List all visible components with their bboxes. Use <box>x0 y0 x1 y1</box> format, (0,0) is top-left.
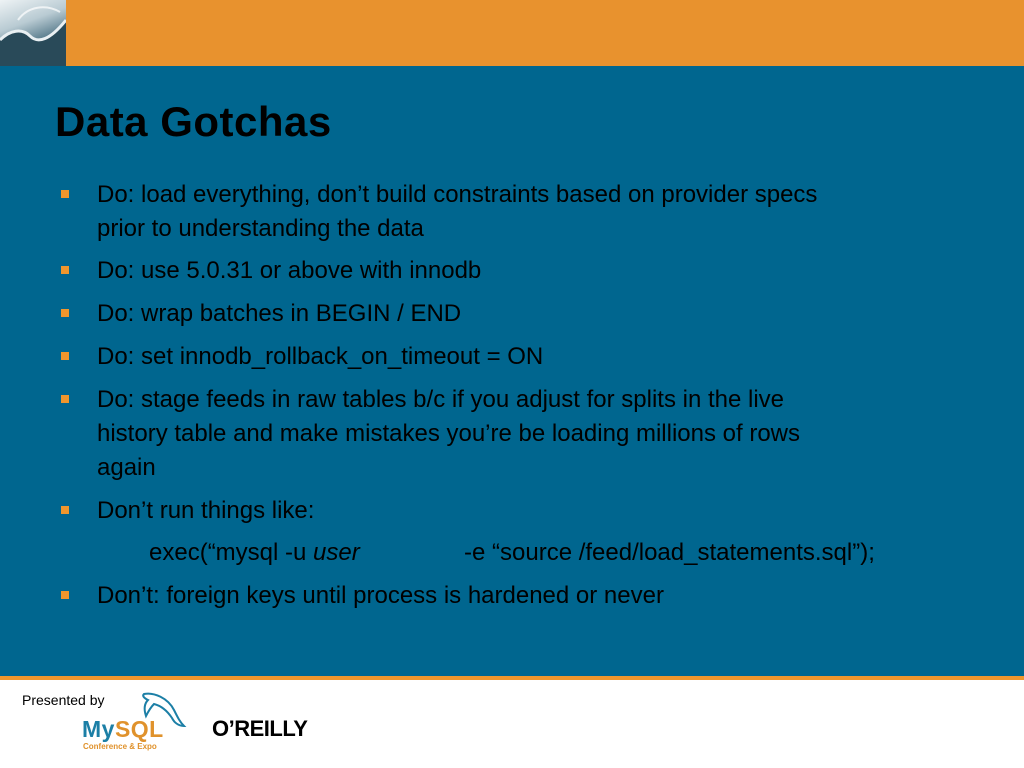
mysql-wordmark <box>82 716 164 743</box>
bullet-icon <box>61 395 69 403</box>
code-part: exec(“mysql -u <box>149 539 314 566</box>
bullet-icon <box>61 506 69 514</box>
code-argument: -e “source /feed/load_statements.sql”); <box>464 539 875 566</box>
bullet-text: prior to understanding the data <box>97 215 424 242</box>
slide-title: Data Gotchas <box>55 98 332 145</box>
bullet-text: Do: load everything, don’t build constraints based on provider specs <box>97 181 818 208</box>
bullet-icon <box>61 591 69 599</box>
bullet-text: Do: stage feeds in raw tables b/c if you adjust for splits in the live <box>97 386 785 413</box>
bullet-text: Do: wrap batches in BEGIN / END <box>97 300 462 327</box>
bullet-icon <box>61 190 69 198</box>
bullet-icon <box>61 266 69 274</box>
mysql-subtitle: Conference & Expo <box>83 742 157 751</box>
code-user-placeholder: user <box>313 539 360 566</box>
mysql-sql: SQL <box>114 716 164 742</box>
bullet-text: again <box>97 454 156 481</box>
header-bar <box>0 0 1024 66</box>
mysql-conference-logo <box>82 690 192 756</box>
bullet-icon <box>61 309 69 317</box>
mysql-my: My <box>82 716 115 742</box>
wave-image <box>0 0 66 66</box>
oreilly-logo: O’REILLY <box>212 716 308 741</box>
wave-graphic <box>0 0 66 66</box>
bullet-text: Do: use 5.0.31 or above with innodb <box>97 257 482 284</box>
bullet-icon <box>61 352 69 360</box>
code-command <box>149 536 360 570</box>
bullet-text: Do: set innodb_rollback_on_timeout = ON <box>97 343 544 370</box>
bullet-text: Don’t: foreign keys until process is hardened or never <box>97 582 664 609</box>
bullet-text: history table and make mistakes you’re be loading millions of rows <box>97 420 800 447</box>
bullet-text: Don’t run things like: <box>97 497 315 524</box>
presented-by-label: Presented by <box>22 692 105 708</box>
